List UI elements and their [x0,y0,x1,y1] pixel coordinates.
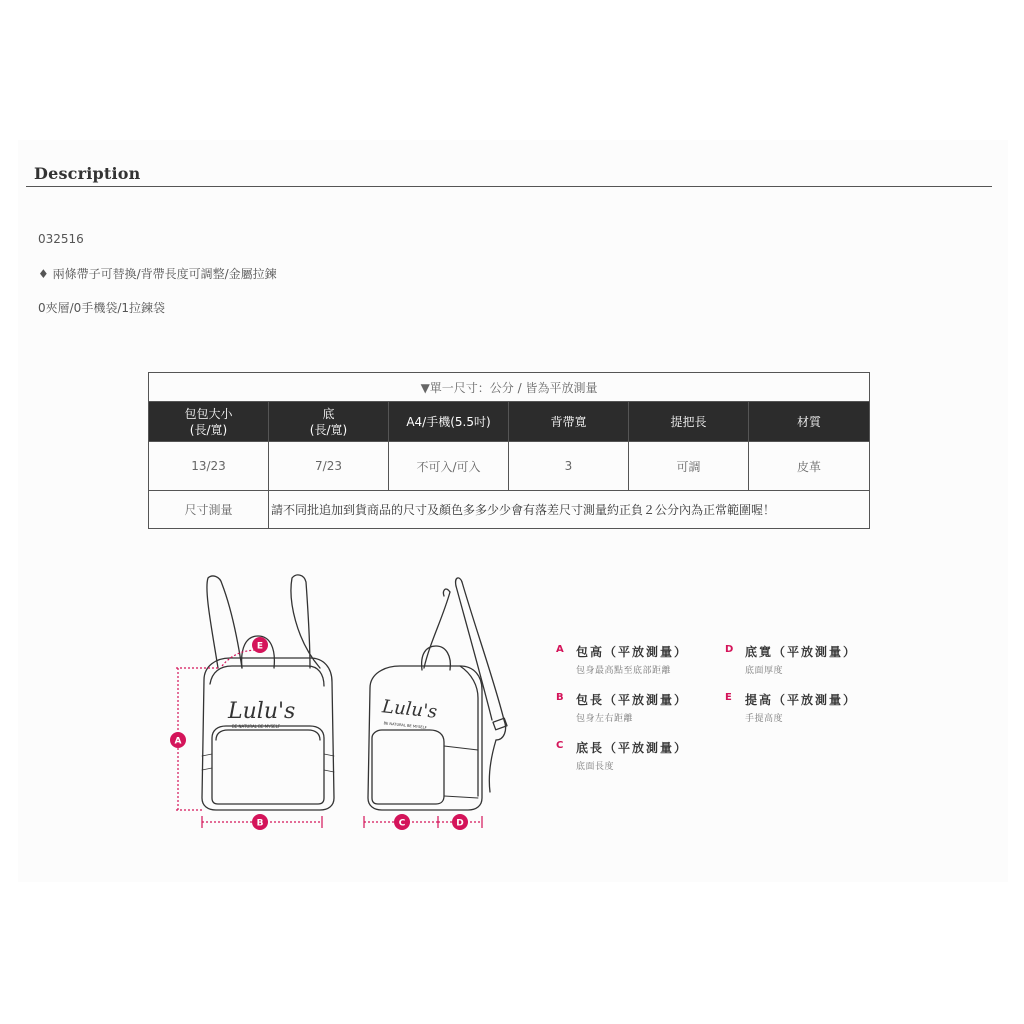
legend-subtitle: 包身最高點至底部距離 [576,666,672,676]
legend-subtitle: 包身左右距離 [576,714,634,724]
legend-letter: C [556,740,564,751]
header-line: (長/寬) [309,422,348,437]
legend-title: 提高（平放測量） [745,693,858,707]
marker-label: D [456,818,464,829]
value-cell-handle-length: 可調 [629,442,749,491]
header-cell-bag-size [149,402,269,442]
legend-subtitle: 底面厚度 [745,666,784,676]
header-line: 包包大小 [184,406,233,421]
marker-label: E [256,641,264,652]
legend-item-c [556,739,689,772]
brand-logo-front: Lulu's [228,699,296,724]
marker-label: A [174,736,182,747]
legend-title: 底長（平放測量） [576,741,689,755]
size-table [148,372,870,529]
legend-title: 包高（平放測量） [576,645,689,659]
front-pocket-side [372,730,444,804]
header-cell-strap-width: 背帶寬 [509,402,629,442]
brand-logo-side: Lulu's [381,696,439,723]
value-cell-strap-width: 3 [509,442,629,491]
legend-letter: A [556,644,564,655]
value-cell-a4-phone: 不可入/可入 [389,442,509,491]
legend-letter: D [725,644,734,655]
front-pocket [212,726,324,804]
brand-tagline-front: BE NATURAL BE MYSELF [232,724,281,729]
measurement-label: 尺寸測量 [149,491,269,529]
legend-subtitle: 底面長度 [576,762,615,772]
product-compartments: 0夾層/0手機袋/1拉鍊袋 [38,301,165,315]
measurement-note: 請不同批追加到貨商品的尺寸及顏色多多少少會有落差尺寸測量約正負２公分內為正常範圍喔！ [269,491,870,529]
backpack-diagram [160,570,530,840]
header-line: (長/寬) [189,422,228,437]
marker-label: C [398,818,406,829]
bag-body-front [202,658,334,810]
header-line: 底 [322,406,335,421]
product-code: 032516 [38,232,84,246]
section-title: Description [34,164,141,183]
bag-body-side [368,666,482,810]
legend-title: 底寬（平放測量） [745,645,858,659]
strap-side-back [462,582,506,740]
header-cell-bottom [269,402,389,442]
marker-label: B [256,818,264,829]
strap-right [291,575,320,668]
legend-item-a [556,643,689,676]
header-cell-handle-length: 提把長 [629,402,749,442]
legend-title: 包長（平放測量） [576,693,689,707]
header-cell-material: 材質 [749,402,870,442]
legend-item-d [725,643,858,676]
value-cell-material: 皮革 [749,442,870,491]
product-features: ♦ 兩條帶子可替換/背帶長度可調整/金屬拉鍊 [38,267,277,281]
header-cell-a4-phone: A4/手機(5.5吋) [389,402,509,442]
value-cell-bottom: 7/23 [269,442,389,491]
size-table-caption: ▼單一尺寸：公分 / 皆為平放測量 [149,373,870,402]
section-divider [26,186,992,187]
legend-item-b [556,691,689,724]
legend-letter: B [556,692,564,703]
legend-item-e [725,691,858,724]
value-cell-bag-size: 13/23 [149,442,269,491]
legend-letter: E [725,692,732,703]
brand-tagline-side: BE NATURAL BE MYSELF [383,721,427,730]
legend-subtitle: 手提高度 [745,714,784,724]
strap-left [207,576,242,668]
